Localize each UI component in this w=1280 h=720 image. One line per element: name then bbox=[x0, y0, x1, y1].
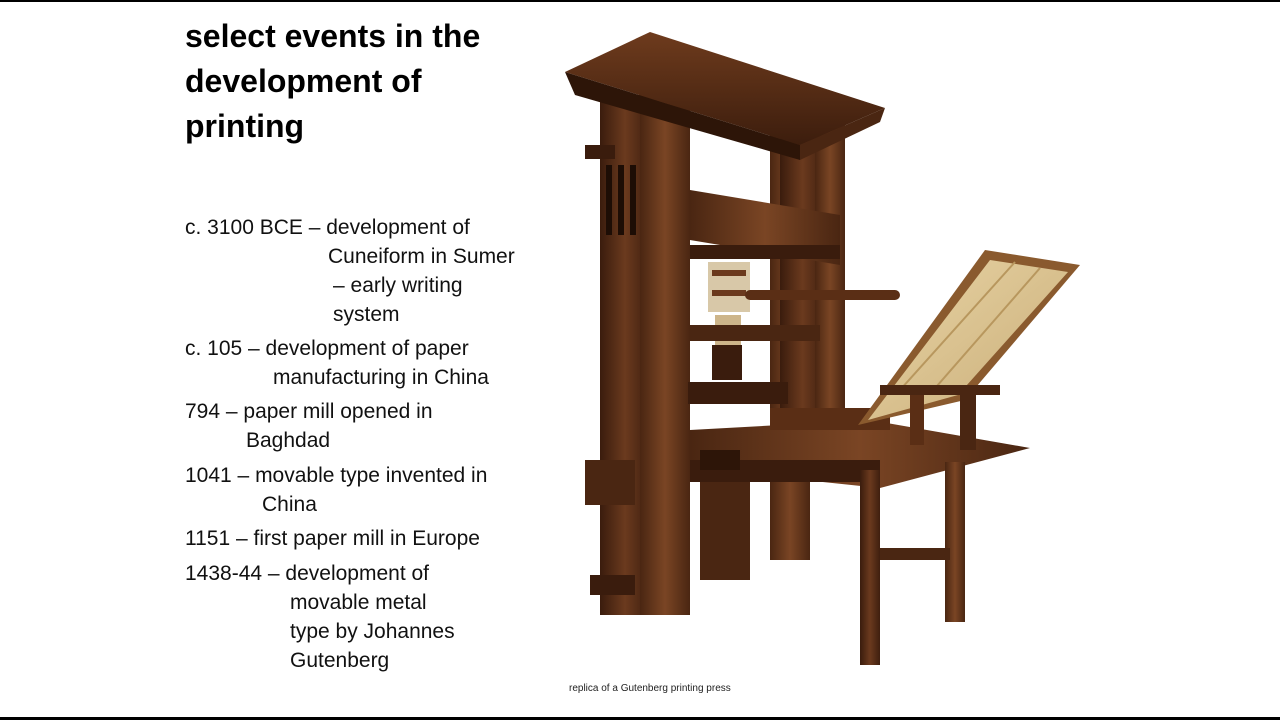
event-line: movable metal bbox=[290, 591, 427, 614]
title-line: select events in the bbox=[185, 18, 481, 54]
title-line: development of bbox=[185, 63, 422, 99]
event-line: 1438-44 – development of bbox=[185, 562, 430, 585]
printing-press-image bbox=[555, 25, 1085, 670]
event-line: 794 – paper mill opened in bbox=[185, 400, 433, 423]
event-line: 1151 – first paper mill in Europe bbox=[185, 527, 480, 550]
tympan-frame bbox=[858, 250, 1080, 450]
event-1151 bbox=[185, 524, 480, 553]
figure-caption: replica of a Gutenberg printing press bbox=[569, 683, 731, 694]
left-post bbox=[585, 95, 690, 615]
event-line: c. 105 – development of paper bbox=[185, 337, 469, 360]
event-line: – early writing bbox=[333, 274, 463, 297]
event-line: Gutenberg bbox=[290, 649, 390, 672]
event-line: manufacturing in China bbox=[273, 366, 489, 389]
event-105 bbox=[185, 334, 489, 392]
event-line: system bbox=[333, 303, 400, 326]
title-line: printing bbox=[185, 108, 305, 144]
event-line: Cuneiform in Sumer bbox=[328, 245, 515, 268]
top-border bbox=[0, 0, 1280, 2]
event-794 bbox=[185, 397, 433, 455]
right-post bbox=[780, 120, 845, 450]
event-line: c. 3100 BCE – development of bbox=[185, 216, 470, 239]
event-line: 1041 – movable type invented in bbox=[185, 464, 488, 487]
slide-title bbox=[185, 14, 545, 149]
event-3100-bce bbox=[185, 213, 515, 329]
event-line: China bbox=[262, 493, 317, 516]
platen bbox=[688, 382, 788, 404]
event-1438-44 bbox=[185, 559, 455, 675]
event-line: Baghdad bbox=[246, 429, 331, 452]
event-line: type by Johannes bbox=[290, 620, 455, 643]
event-1041 bbox=[185, 461, 487, 519]
